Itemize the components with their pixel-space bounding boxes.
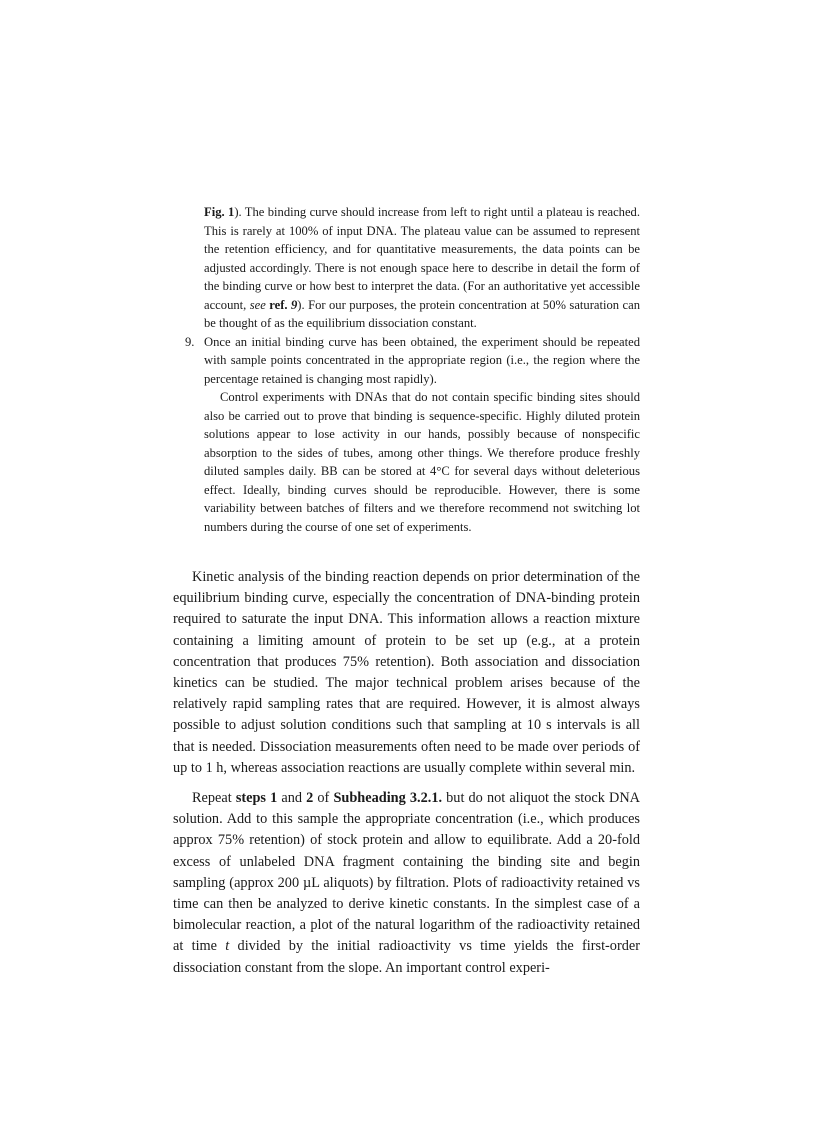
- dissociation-paragraph: Repeat steps 1 and 2 of Subheading 3.2.1. but do not aliquot the stock DNA solution. Add to this sample the appropriate concentration (i.e., which produces approx 75% retention) of stock protein and allow to equilibrate. Add a 20-fold excess of unlabeled DNA fragment containing the binding site and begin sampling (approx 200 µL aliquots) by filtration. Plots of radioactivity retained vs time can then be analyzed to derive kinetic constants. In the simplest case of a bimolecular reaction, a plot of the natural logarithm of the radioactivity retained at time t divided by the initial radioactivity vs time yields the first-order dissociation constant from the slope. An important control experi-: [173, 790, 640, 976]
- step-2-link[interactable]: 2: [306, 790, 314, 806]
- note-item-9: [185, 333, 640, 537]
- note-number: 9.: [185, 334, 195, 349]
- note-9-text: Once an initial binding curve has been obtained, the experiment should be repeated with sample points concentrated in the appropriate region (i.e., the region where the percentage retained is changing most rapidly).: [204, 334, 640, 386]
- notes-block: [185, 203, 640, 536]
- ref-9-link[interactable]: 9: [291, 297, 298, 312]
- ref-text: ref.: [269, 297, 288, 312]
- subheading-link[interactable]: Subheading 3.2.1.: [333, 790, 443, 806]
- kinetic-analysis-paragraph: Kinetic analysis of the binding reaction depends on prior determination of the equilibrium binding curve, especially the concentration of DNA-binding protein required to saturate the input DNA. This information allows a reaction mixture containing a limiting amount of protein to be set up (e.g., at a protein concentration that produces 75% retention). Both association and dissociation kinetics can be studied. The major technical problem arises because of the relatively rapid sampling rates that are required. However, it is almost always possible to adjust solution conditions such that sampling at 10 s intervals is all that is needed. Dissociation measurements often need to be made over periods of up to 1 h, whereas association reactions are usually complete within several min.: [173, 569, 640, 776]
- steps-1-link[interactable]: steps 1: [235, 790, 278, 806]
- fig-ref[interactable]: Fig. 1: [204, 205, 235, 219]
- time-variable: t: [225, 938, 230, 955]
- note-9-control-paragraph: Control experiments with DNAs that do not contain specific binding sites should also be carried out to prove that binding is sequence-specific. Highly diluted protein solutions appear to lose activity in our hands, possibly because of nonspecific absorption to the sides of tubes, among other things. We therefore produce freshly diluted samples daily. BB can be stored at 4°C for several days without deleterious effect. Ideally, binding curves should be reproducible. However, there is some variability between batches of filters and we therefore recommend not switching lot numbers during the course of one set of experiments.: [204, 390, 640, 534]
- note-continuation: Fig. 1). The binding curve should increase from left to right until a plateau is reached. This is rarely at 100% of input DNA. The plateau value can be assumed to represent the retention efficiency, and for quantitative measurements, the data points can be adjusted accordingly. There is not enough space here to describe in detail the form of the binding curve or how best to interpret the data. (For an authoritative yet accessible account, see ref. 9). For our purposes, the protein concentration at 50% saturation can be thought of as the equilibrium dissociation constant.: [204, 205, 640, 330]
- see-text: see: [249, 297, 266, 312]
